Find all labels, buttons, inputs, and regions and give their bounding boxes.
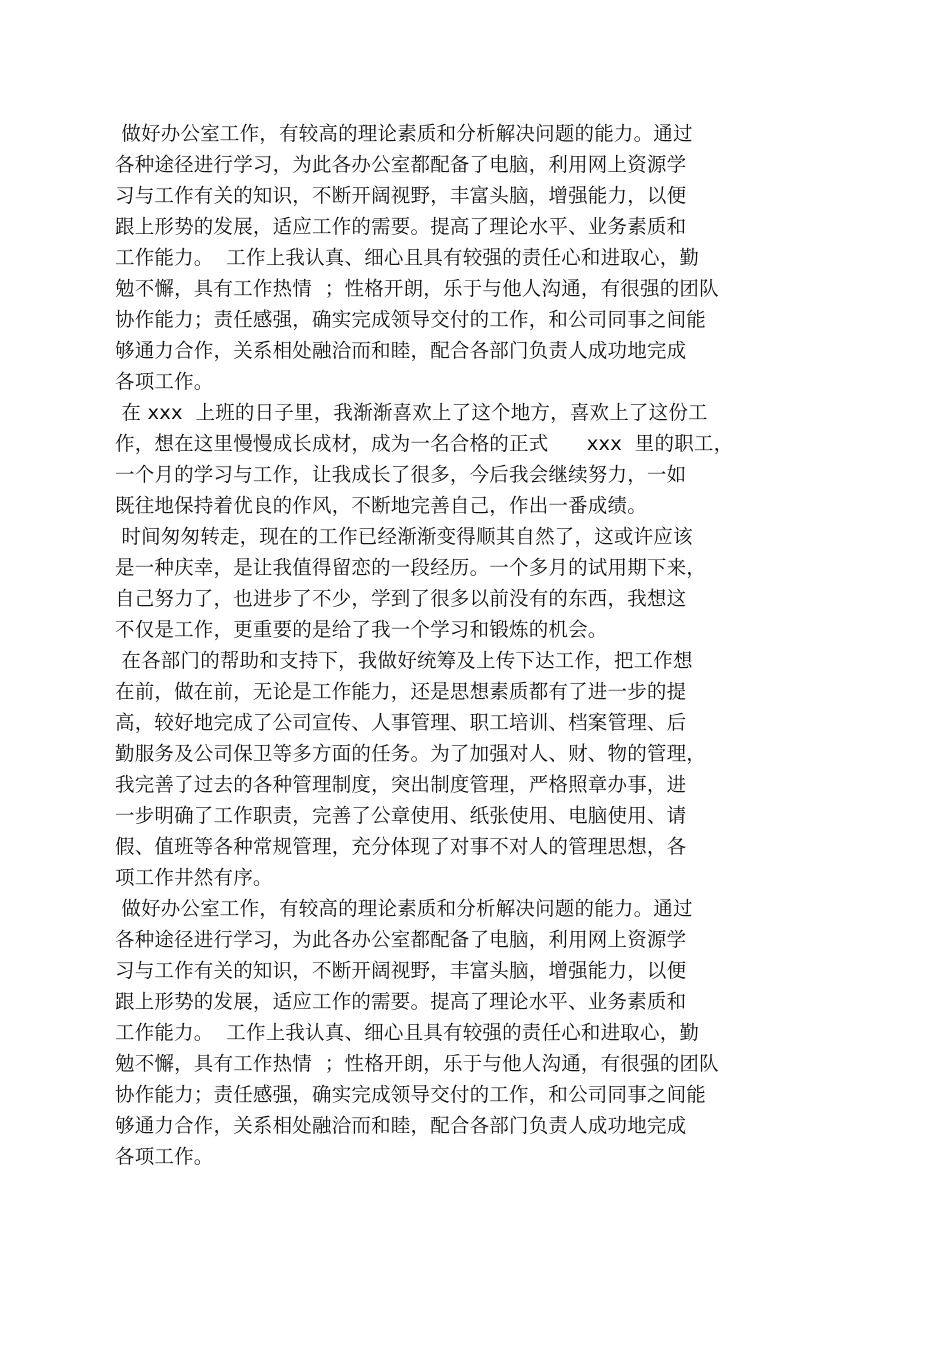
text-line: 工作能力。 工作上我认真、细心且具有较强的责任心和进取心，勤 bbox=[115, 1021, 700, 1044]
text-line: 在 xxx 上班的日子里，我渐渐喜欢上了这个地方，喜欢上了这份工 bbox=[115, 401, 708, 424]
text-line: 协作能力；责任感强，确实完成领导交付的工作，和公司同事之间能 bbox=[115, 308, 707, 331]
text-line: 在前，做在前，无论是工作能力，还是思想素质都有了进一步的提 bbox=[115, 680, 687, 703]
text-line: 跟上形势的发展，适应工作的需要。提高了理论水平、业务素质和 bbox=[115, 990, 687, 1013]
text-line: 做好办公室工作，有较高的理论素质和分析解决问题的能力。通过 bbox=[115, 122, 693, 145]
text-line: 习与工作有关的知识，不断开阔视野，丰富头脑，增强能力，以便 bbox=[115, 184, 687, 207]
text-line: 既往地保持着优良的作风，不断地完善自己，作出一番成绩。 bbox=[115, 494, 647, 517]
text-line: 做好办公室工作，有较高的理论素质和分析解决问题的能力。通过 bbox=[115, 897, 693, 920]
text-line: 习与工作有关的知识，不断开阔视野，丰富头脑，增强能力，以便 bbox=[115, 959, 687, 982]
text-line: 各种途径进行学习，为此各办公室都配备了电脑，利用网上资源学 bbox=[115, 928, 687, 951]
text-line: 我完善了过去的各种管理制度，突出制度管理，严格照章办事，进 bbox=[115, 773, 687, 796]
text-line: 假、值班等各种常规管理，充分体现了对事不对人的管理思想，各 bbox=[115, 835, 687, 858]
text-line: 不仅是工作，更重要的是给了我一个学习和锻炼的机会。 bbox=[115, 618, 608, 641]
text-line: 高，较好地完成了公司宣传、人事管理、职工培训、档案管理、后 bbox=[115, 711, 687, 734]
text-line: 各项工作。 bbox=[115, 1145, 214, 1168]
text-line: 是一种庆幸，是让我值得留恋的一段经历。一个多月的试用期下来， bbox=[115, 556, 707, 579]
text-line: 勉不懈，具有工作热情 ；性格开朗，乐于与他人沟通，有很强的团队 bbox=[115, 1052, 719, 1075]
text-line: 跟上形势的发展，适应工作的需要。提高了理论水平、业务素质和 bbox=[115, 215, 687, 238]
text-line: 项工作井然有序。 bbox=[115, 866, 273, 889]
document-body bbox=[115, 118, 835, 1172]
text-line: 自己努力了，也进步了不少，学到了很多以前没有的东西，我想这 bbox=[115, 587, 687, 610]
text-line: 够通力合作，关系相处融洽而和睦，配合各部门负责人成功地完成 bbox=[115, 339, 687, 362]
text-line: 够通力合作，关系相处融洽而和睦，配合各部门负责人成功地完成 bbox=[115, 1114, 687, 1137]
text-line: 各项工作。 bbox=[115, 370, 214, 393]
text-line: 勉不懈，具有工作热情 ；性格开朗，乐于与他人沟通，有很强的团队 bbox=[115, 277, 719, 300]
text-line: 作，想在这里慢慢成长成材，成为一名合格的正式 xxx 里的职工， bbox=[115, 432, 734, 455]
text-line: 勤服务及公司保卫等多方面的任务。为了加强对人、财、物的管理， bbox=[115, 742, 707, 765]
text-line: 协作能力；责任感强，确实完成领导交付的工作，和公司同事之间能 bbox=[115, 1083, 707, 1106]
text-line: 一个月的学习与工作，让我成长了很多，今后我会继续努力，一如 bbox=[115, 463, 687, 486]
text-line: 各种途径进行学习，为此各办公室都配备了电脑，利用网上资源学 bbox=[115, 153, 687, 176]
text-line: 一步明确了工作职责，完善了公章使用、纸张使用、电脑使用、请 bbox=[115, 804, 687, 827]
text-line: 工作能力。 工作上我认真、细心且具有较强的责任心和进取心，勤 bbox=[115, 246, 700, 269]
text-line: 在各部门的帮助和支持下，我做好统筹及上传下达工作，把工作想 bbox=[115, 649, 693, 672]
text-line: 时间匆匆转走，现在的工作已经渐渐变得顺其自然了，这或许应该 bbox=[115, 525, 693, 548]
